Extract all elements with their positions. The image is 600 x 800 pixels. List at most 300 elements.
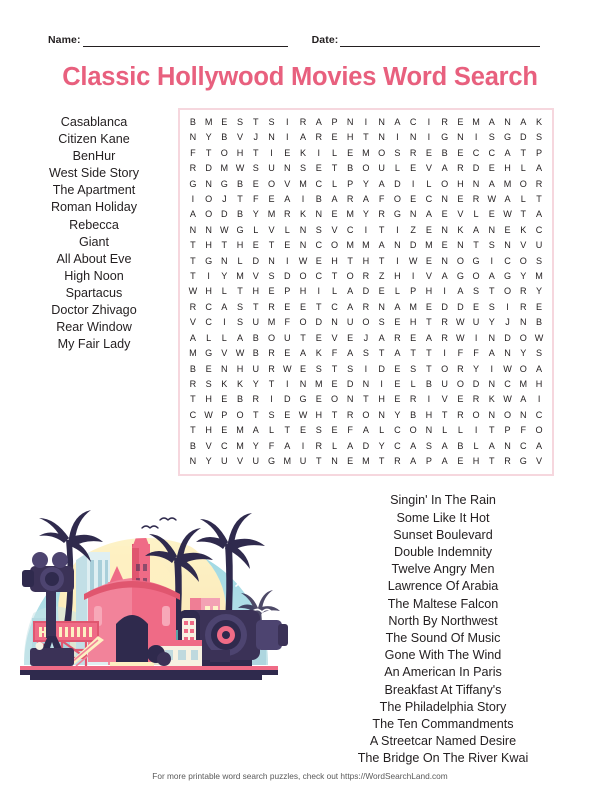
grid-cell[interactable]: E (252, 178, 259, 189)
grid-cell[interactable]: N (331, 455, 338, 466)
grid-cell[interactable]: W (408, 255, 418, 266)
grid-cell[interactable]: C (315, 240, 323, 251)
grid-cell[interactable]: T (363, 132, 369, 143)
grid-cell[interactable]: A (520, 117, 527, 127)
grid-cell[interactable]: V (284, 178, 291, 189)
grid-cell[interactable]: D (394, 178, 401, 189)
grid-cell[interactable]: P (221, 409, 228, 420)
grid-cell[interactable]: A (394, 348, 401, 359)
grid-cell[interactable]: W (534, 332, 544, 343)
grid-cell[interactable]: A (410, 440, 417, 451)
grid-cell[interactable]: O (362, 317, 370, 328)
grid-cell[interactable]: G (189, 178, 197, 189)
grid-cell[interactable]: A (394, 117, 401, 127)
grid-cell[interactable]: E (347, 332, 354, 343)
grid-cell[interactable]: W (487, 194, 497, 205)
grid-cell[interactable]: N (520, 409, 527, 420)
grid-cell[interactable]: A (441, 163, 448, 174)
grid-cell[interactable]: D (283, 271, 291, 282)
grid-cell[interactable]: C (315, 178, 323, 189)
grid-cell[interactable]: W (204, 409, 213, 420)
grid-cell[interactable]: P (536, 147, 543, 158)
grid-cell[interactable]: D (362, 286, 370, 297)
grid-cell[interactable]: Y (378, 440, 385, 451)
grid-cell[interactable]: M (472, 117, 480, 127)
grid-cell[interactable]: A (378, 332, 385, 343)
grid-cell[interactable]: I (474, 425, 478, 436)
grid-cell[interactable]: N (425, 425, 433, 436)
grid-cell[interactable]: A (441, 271, 448, 282)
grid-cell[interactable]: L (473, 209, 479, 220)
grid-cell[interactable]: S (315, 224, 322, 235)
grid-cell[interactable]: R (362, 301, 370, 312)
grid-cell[interactable]: B (237, 209, 244, 220)
grid-cell[interactable]: R (520, 286, 527, 297)
grid-cell[interactable]: L (206, 332, 212, 343)
grid-cell[interactable]: M (346, 209, 354, 220)
grid-cell[interactable]: M (503, 178, 512, 189)
grid-cell[interactable]: R (346, 194, 354, 205)
grid-cell[interactable]: A (362, 425, 369, 436)
grid-cell[interactable]: M (314, 378, 323, 389)
grid-cell[interactable]: I (411, 271, 415, 282)
grid-cell[interactable]: K (315, 348, 322, 359)
grid-cell[interactable]: N (378, 132, 385, 143)
grid-cell[interactable]: C (409, 117, 417, 127)
grid-cell[interactable]: E (299, 425, 307, 436)
grid-cell[interactable]: O (299, 271, 307, 282)
grid-cell[interactable]: S (299, 163, 307, 174)
grid-cell[interactable]: S (536, 348, 543, 359)
grid-cell[interactable]: G (441, 132, 449, 143)
grid-cell[interactable]: T (378, 348, 385, 359)
grid-cell[interactable]: E (284, 240, 291, 251)
grid-cell[interactable]: A (237, 332, 244, 343)
grid-cell[interactable]: N (221, 363, 228, 374)
grid-cell[interactable]: R (299, 117, 307, 127)
grid-cell[interactable]: U (472, 317, 480, 328)
grid-cell[interactable]: H (504, 163, 511, 174)
grid-cell[interactable]: L (394, 286, 400, 297)
grid-cell[interactable]: F (253, 194, 259, 205)
grid-cell[interactable]: I (301, 440, 305, 451)
grid-cell[interactable]: T (520, 147, 527, 158)
grid-cell[interactable]: L (331, 178, 337, 189)
grid-cell[interactable]: R (409, 147, 417, 158)
grid-cell[interactable]: K (457, 224, 464, 235)
grid-cell[interactable]: B (189, 440, 196, 451)
grid-cell[interactable]: O (535, 425, 543, 436)
grid-cell[interactable]: A (488, 271, 495, 282)
grid-cell[interactable]: T (190, 255, 196, 266)
grid-cell[interactable]: E (394, 363, 401, 374)
grid-cell[interactable]: Y (520, 271, 527, 282)
grid-cell[interactable]: R (362, 271, 370, 282)
grid-cell[interactable]: C (425, 194, 433, 205)
grid-cell[interactable]: A (347, 440, 354, 451)
grid-cell[interactable]: S (488, 301, 495, 312)
grid-cell[interactable]: E (315, 255, 322, 266)
grid-cell[interactable]: E (488, 163, 495, 174)
grid-cell[interactable]: A (284, 440, 291, 451)
grid-cell[interactable]: L (442, 425, 448, 436)
grid-cell[interactable]: M (236, 440, 244, 451)
grid-cell[interactable]: O (456, 378, 464, 389)
grid-cell[interactable]: T (253, 147, 259, 158)
grid-cell[interactable]: I (286, 117, 289, 127)
grid-cell[interactable]: T (363, 394, 369, 405)
grid-cell[interactable]: T (237, 286, 243, 297)
grid-cell[interactable]: B (237, 178, 244, 189)
grid-cell[interactable]: D (378, 363, 385, 374)
grid-cell[interactable]: A (252, 425, 259, 436)
grid-cell[interactable]: I (286, 132, 289, 143)
grid-cell[interactable]: C (315, 271, 323, 282)
grid-cell[interactable]: S (237, 301, 244, 312)
grid-cell[interactable]: Z (410, 224, 416, 235)
grid-cell[interactable]: R (441, 317, 448, 328)
grid-cell[interactable]: L (221, 286, 227, 297)
grid-cell[interactable]: D (252, 255, 260, 266)
grid-cell[interactable]: H (236, 363, 244, 374)
grid-cell[interactable]: M (535, 271, 543, 282)
grid-cell[interactable]: M (236, 271, 244, 282)
grid-cell[interactable]: I (443, 348, 446, 359)
grid-cell[interactable]: R (252, 394, 260, 405)
grid-cell[interactable]: D (409, 240, 417, 251)
grid-cell[interactable]: L (269, 425, 275, 436)
grid-cell[interactable]: V (268, 224, 275, 235)
grid-cell[interactable]: O (472, 409, 480, 420)
grid-cell[interactable]: G (205, 255, 213, 266)
grid-cell[interactable]: O (393, 194, 401, 205)
grid-cell[interactable]: E (347, 455, 354, 466)
grid-cell[interactable]: A (504, 194, 511, 205)
grid-cell[interactable]: G (393, 209, 401, 220)
grid-cell[interactable]: N (299, 240, 307, 251)
grid-cell[interactable]: H (378, 394, 385, 405)
grid-cell[interactable]: G (519, 455, 527, 466)
grid-cell[interactable]: S (394, 147, 401, 158)
grid-cell[interactable]: D (283, 394, 291, 405)
grid-cell[interactable]: A (536, 440, 543, 451)
grid-cell[interactable]: T (190, 394, 196, 405)
grid-cell[interactable]: O (236, 409, 244, 420)
grid-cell[interactable]: D (472, 163, 480, 174)
grid-cell[interactable]: G (504, 271, 512, 282)
grid-cell[interactable]: I (286, 255, 289, 266)
grid-cell[interactable]: S (315, 425, 322, 436)
grid-cell[interactable]: K (299, 147, 307, 158)
grid-cell[interactable]: M (204, 117, 213, 127)
grid-cell[interactable]: B (237, 394, 244, 405)
grid-cell[interactable]: N (205, 224, 212, 235)
grid-cell[interactable]: N (441, 255, 448, 266)
grid-cell[interactable]: E (425, 301, 432, 312)
grid-cell[interactable]: E (441, 240, 448, 251)
grid-cell[interactable]: Z (378, 271, 385, 282)
grid-cell[interactable]: L (520, 163, 526, 174)
grid-cell[interactable]: M (362, 455, 370, 466)
grid-cell[interactable]: Y (488, 317, 495, 328)
grid-cell[interactable]: T (473, 240, 479, 251)
grid-cell[interactable]: E (457, 194, 464, 205)
grid-cell[interactable]: L (410, 378, 416, 389)
grid-cell[interactable]: N (268, 255, 275, 266)
grid-cell[interactable]: B (347, 163, 354, 174)
grid-cell[interactable]: A (441, 440, 448, 451)
grid-cell[interactable]: N (457, 240, 464, 251)
grid-cell[interactable]: Y (252, 378, 259, 389)
grid-cell[interactable]: B (189, 363, 196, 374)
grid-cell[interactable]: T (520, 209, 527, 220)
grid-cell[interactable]: E (457, 117, 464, 127)
grid-cell[interactable]: V (221, 348, 228, 359)
grid-cell[interactable]: L (457, 425, 463, 436)
grid-cell[interactable]: V (520, 240, 527, 251)
grid-cell[interactable]: N (394, 240, 401, 251)
grid-cell[interactable]: T (426, 348, 432, 359)
grid-cell[interactable]: B (457, 440, 464, 451)
date-input-line[interactable] (340, 36, 540, 47)
grid-cell[interactable]: A (473, 224, 480, 235)
grid-cell[interactable]: C (394, 440, 401, 451)
grid-cell[interactable]: T (190, 271, 196, 282)
grid-cell[interactable]: F (190, 147, 196, 158)
grid-cell[interactable]: Y (252, 440, 259, 451)
grid-cell[interactable]: A (299, 348, 307, 359)
grid-cell[interactable]: C (488, 147, 496, 158)
grid-cell[interactable]: N (488, 224, 496, 235)
grid-cell[interactable]: Y (205, 132, 212, 143)
grid-cell[interactable]: N (409, 132, 417, 143)
grid-cell[interactable]: S (237, 317, 244, 328)
grid-cell[interactable]: M (299, 178, 307, 189)
grid-cell[interactable]: H (205, 240, 212, 251)
grid-cell[interactable]: E (205, 363, 212, 374)
grid-cell[interactable]: D (520, 132, 527, 143)
grid-cell[interactable]: R (472, 194, 480, 205)
grid-cell[interactable]: E (441, 209, 448, 220)
grid-cell[interactable]: R (535, 178, 543, 189)
grid-cell[interactable]: I (317, 286, 320, 297)
grid-cell[interactable]: U (299, 455, 307, 466)
grid-cell[interactable]: I (411, 178, 415, 189)
grid-cell[interactable]: I (286, 378, 289, 389)
grid-cell[interactable]: H (205, 394, 212, 405)
grid-cell[interactable]: M (362, 240, 370, 251)
grid-cell[interactable]: I (427, 132, 431, 143)
grid-cell[interactable]: A (457, 286, 464, 297)
grid-cell[interactable]: E (252, 240, 259, 251)
grid-cell[interactable]: E (425, 224, 432, 235)
grid-cell[interactable]: K (520, 224, 527, 235)
grid-cell[interactable]: Y (221, 271, 228, 282)
grid-cell[interactable]: R (394, 455, 401, 466)
grid-cell[interactable]: V (457, 209, 464, 220)
grid-cell[interactable]: E (410, 163, 417, 174)
grid-cell[interactable]: B (221, 132, 228, 143)
grid-cell[interactable]: C (504, 255, 511, 266)
grid-cell[interactable]: S (488, 132, 495, 143)
grid-cell[interactable]: H (425, 286, 433, 297)
grid-cell[interactable]: T (284, 425, 291, 436)
grid-cell[interactable]: A (315, 117, 322, 127)
grid-cell[interactable]: S (473, 286, 480, 297)
grid-cell[interactable]: V (237, 132, 244, 143)
grid-cell[interactable]: C (520, 440, 527, 451)
grid-cell[interactable]: R (441, 332, 448, 343)
grid-cell[interactable]: S (268, 117, 275, 127)
grid-cell[interactable]: C (205, 317, 212, 328)
grid-cell[interactable]: T (331, 409, 338, 420)
grid-cell[interactable]: H (409, 317, 417, 328)
grid-cell[interactable]: R (315, 132, 323, 143)
grid-cell[interactable]: N (221, 255, 228, 266)
grid-cell[interactable]: I (191, 194, 195, 205)
grid-cell[interactable]: F (473, 348, 479, 359)
grid-cell[interactable]: T (426, 317, 432, 328)
grid-cell[interactable]: R (441, 117, 448, 127)
grid-cell[interactable]: S (237, 117, 244, 127)
grid-cell[interactable]: E (331, 209, 338, 220)
grid-cell[interactable]: J (363, 332, 369, 343)
grid-cell[interactable]: A (347, 301, 354, 312)
grid-cell[interactable]: U (252, 455, 260, 466)
grid-cell[interactable]: O (220, 147, 228, 158)
grid-cell[interactable]: W (503, 363, 512, 374)
grid-cell[interactable]: T (426, 363, 432, 374)
grid-cell[interactable]: M (267, 209, 276, 220)
grid-cell[interactable]: E (331, 132, 338, 143)
grid-cell[interactable]: O (299, 317, 307, 328)
grid-cell[interactable]: A (536, 209, 543, 220)
grid-cell[interactable]: R (268, 363, 275, 374)
grid-cell[interactable]: C (504, 378, 511, 389)
grid-cell[interactable]: A (410, 455, 417, 466)
grid-cell[interactable]: H (205, 286, 212, 297)
grid-cell[interactable]: C (346, 224, 354, 235)
grid-cell[interactable]: A (347, 348, 354, 359)
grid-cell[interactable]: Y (252, 209, 259, 220)
grid-cell[interactable]: H (535, 378, 543, 389)
grid-cell[interactable]: L (331, 286, 337, 297)
grid-cell[interactable]: F (457, 348, 464, 359)
grid-cell[interactable]: N (488, 378, 496, 389)
grid-cell[interactable]: U (535, 240, 543, 251)
grid-cell[interactable]: T (410, 348, 416, 359)
grid-cell[interactable]: I (490, 363, 494, 374)
grid-cell[interactable]: V (331, 224, 338, 235)
grid-cell[interactable]: T (205, 147, 212, 158)
grid-cell[interactable]: E (284, 348, 291, 359)
grid-cell[interactable]: A (441, 455, 448, 466)
grid-cell[interactable]: H (346, 132, 354, 143)
grid-cell[interactable]: H (362, 255, 370, 266)
grid-cell[interactable]: E (299, 301, 307, 312)
grid-cell[interactable]: E (394, 394, 401, 405)
grid-cell[interactable]: Y (394, 409, 401, 420)
grid-cell[interactable]: E (410, 194, 417, 205)
grid-cell[interactable]: N (205, 178, 212, 189)
grid-cell[interactable]: E (394, 317, 401, 328)
grid-cell[interactable]: V (331, 332, 338, 343)
grid-cell[interactable]: D (457, 301, 464, 312)
grid-cell[interactable]: E (315, 332, 322, 343)
grid-cell[interactable]: P (410, 286, 417, 297)
grid-cell[interactable]: W (298, 409, 308, 420)
grid-cell[interactable]: N (299, 224, 307, 235)
word-search-grid-container[interactable] (178, 108, 554, 476)
grid-cell[interactable]: O (330, 394, 339, 405)
grid-cell[interactable]: T (378, 255, 385, 266)
grid-cell[interactable]: E (315, 394, 322, 405)
grid-cell[interactable]: A (536, 363, 543, 374)
grid-cell[interactable]: O (205, 194, 213, 205)
grid-cell[interactable]: H (299, 286, 307, 297)
grid-cell[interactable]: B (252, 348, 259, 359)
grid-cell[interactable]: I (396, 224, 399, 235)
grid-cell[interactable]: A (378, 240, 385, 251)
grid-cell[interactable]: P (331, 117, 338, 127)
grid-cell[interactable]: T (253, 301, 259, 312)
grid-cell[interactable]: N (504, 348, 511, 359)
grid-cell[interactable]: A (504, 147, 511, 158)
grid-cell[interactable]: O (378, 147, 386, 158)
grid-cell[interactable]: O (409, 425, 417, 436)
grid-cell[interactable]: R (189, 163, 197, 174)
grid-cell[interactable]: N (189, 224, 197, 235)
grid-cell[interactable]: A (425, 332, 432, 343)
grid-cell[interactable]: O (504, 286, 512, 297)
grid-cell[interactable]: S (268, 271, 275, 282)
grid-cell[interactable]: T (536, 194, 542, 205)
grid-cell[interactable]: I (427, 394, 431, 405)
grid-cell[interactable]: U (268, 163, 275, 174)
grid-cell[interactable]: Y (362, 178, 369, 189)
grid-cell[interactable]: S (268, 409, 275, 420)
grid-cell[interactable]: G (456, 271, 464, 282)
grid-cell[interactable]: H (331, 255, 338, 266)
grid-cell[interactable]: U (252, 317, 260, 328)
grid-cell[interactable]: G (268, 455, 276, 466)
grid-cell[interactable]: C (535, 409, 543, 420)
grid-cell[interactable]: D (472, 378, 480, 389)
grid-cell[interactable]: I (270, 394, 273, 405)
grid-cell[interactable]: A (189, 332, 196, 343)
grid-cell[interactable]: N (189, 132, 197, 143)
grid-cell[interactable]: F (347, 425, 353, 436)
grid-cell[interactable]: R (394, 332, 401, 343)
grid-cell[interactable]: T (253, 117, 259, 127)
grid-cell[interactable]: T (378, 224, 385, 235)
grid-cell[interactable]: A (425, 209, 432, 220)
grid-cell[interactable]: R (409, 394, 417, 405)
grid-cell[interactable]: M (425, 240, 433, 251)
grid-cell[interactable]: E (473, 301, 480, 312)
grid-cell[interactable]: N (331, 317, 338, 328)
grid-cell[interactable]: V (536, 455, 543, 466)
grid-cell[interactable]: Y (362, 209, 369, 220)
grid-cell[interactable]: G (472, 255, 480, 266)
grid-cell[interactable]: G (220, 178, 228, 189)
grid-cell[interactable]: R (189, 301, 197, 312)
grid-cell[interactable]: Y (205, 455, 212, 466)
grid-cell[interactable]: N (488, 409, 496, 420)
grid-cell[interactable]: C (472, 147, 480, 158)
grid-cell[interactable]: L (394, 163, 400, 174)
grid-cell[interactable]: E (457, 394, 464, 405)
